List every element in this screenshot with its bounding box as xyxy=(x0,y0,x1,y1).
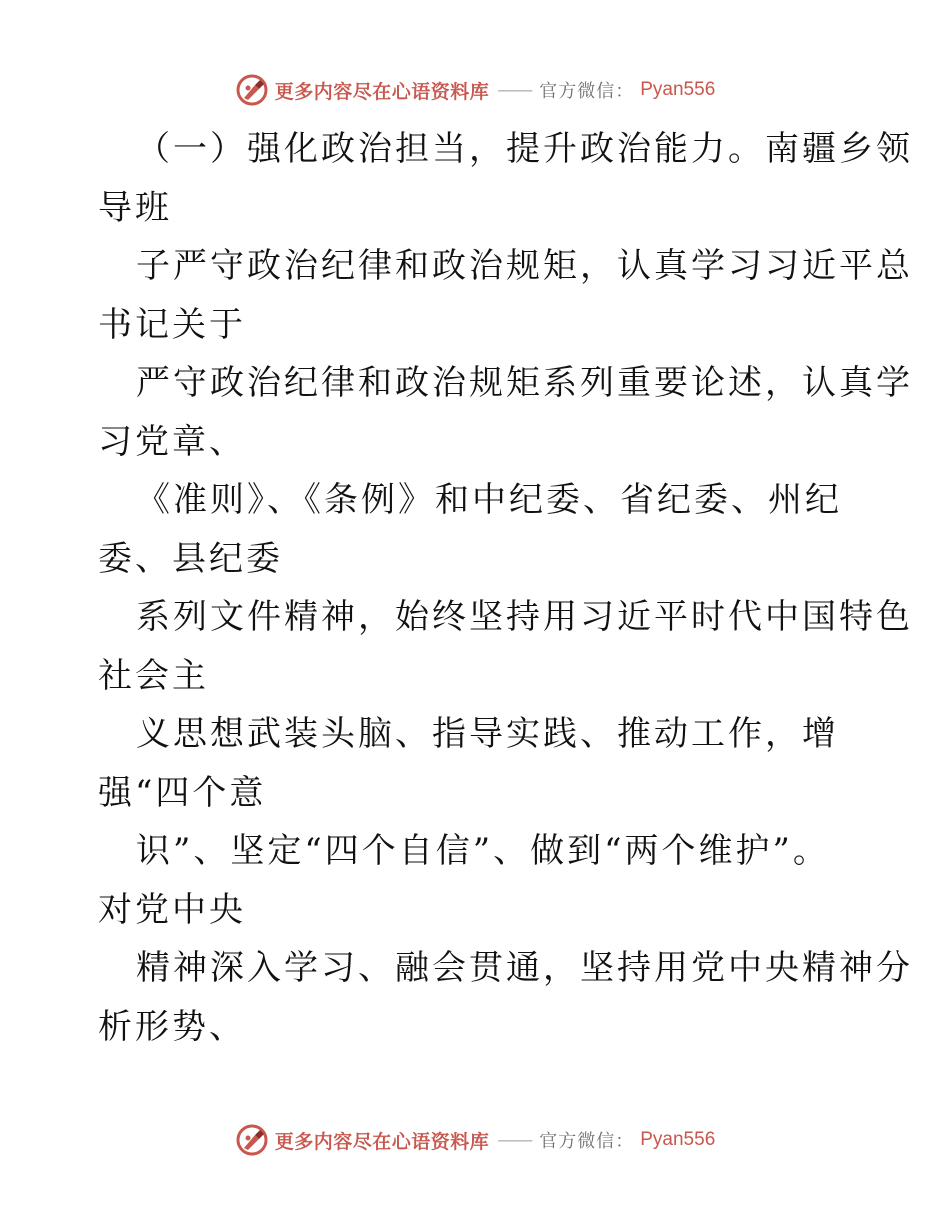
text-line: 精神深入学习、融会贯通，坚持用党中央精神分 xyxy=(136,948,913,988)
text-line: 严守政治纪律和政治规矩系列重要论述，认真学 xyxy=(136,363,913,403)
text-line: 导班 xyxy=(98,187,172,228)
text-line: 对党中央 xyxy=(98,889,246,930)
text-line: 义思想武装头脑、指导实践、推动工作，增 xyxy=(136,714,839,754)
watermark-official-label: 官方微信： xyxy=(539,81,635,102)
text-line: 书记关于 xyxy=(98,304,246,345)
text-line: 习党章、 xyxy=(98,421,246,462)
text-line: （一）强化政治担当，提升政治能力。南疆乡领 xyxy=(136,129,913,169)
text-line: 强“四个意 xyxy=(98,772,267,813)
document-body xyxy=(98,120,913,1056)
text-line: 析形势、 xyxy=(98,1006,246,1047)
text-line: 识”、坚定“四个自信”、做到“两个维护”。 xyxy=(136,831,830,871)
watermark-wechat-id: Pyan556 xyxy=(640,79,716,100)
pen-logo-icon xyxy=(235,1123,269,1157)
watermark-official-label: 官方微信： xyxy=(539,1131,635,1152)
text-line: 社会主 xyxy=(98,655,209,696)
pen-logo-icon xyxy=(235,73,269,107)
header-watermark xyxy=(0,70,950,110)
text-line: 子严守政治纪律和政治规矩，认真学习习近平总 xyxy=(136,246,913,286)
text-line: 委、县纪委 xyxy=(98,538,283,579)
text-line: 系列文件精神，始终坚持用习近平时代中国特色 xyxy=(136,597,913,637)
footer-watermark xyxy=(0,1120,950,1160)
watermark-wechat-id: Pyan556 xyxy=(640,1129,716,1150)
watermark-text: 更多内容尽在心语资料库 xyxy=(274,1130,490,1153)
watermark-dash: —— xyxy=(497,1129,532,1151)
watermark-text: 更多内容尽在心语资料库 xyxy=(274,80,490,103)
text-line: 《准则》、《条例》和中纪委、省纪委、州纪 xyxy=(136,480,842,520)
watermark-dash: —— xyxy=(497,79,532,101)
